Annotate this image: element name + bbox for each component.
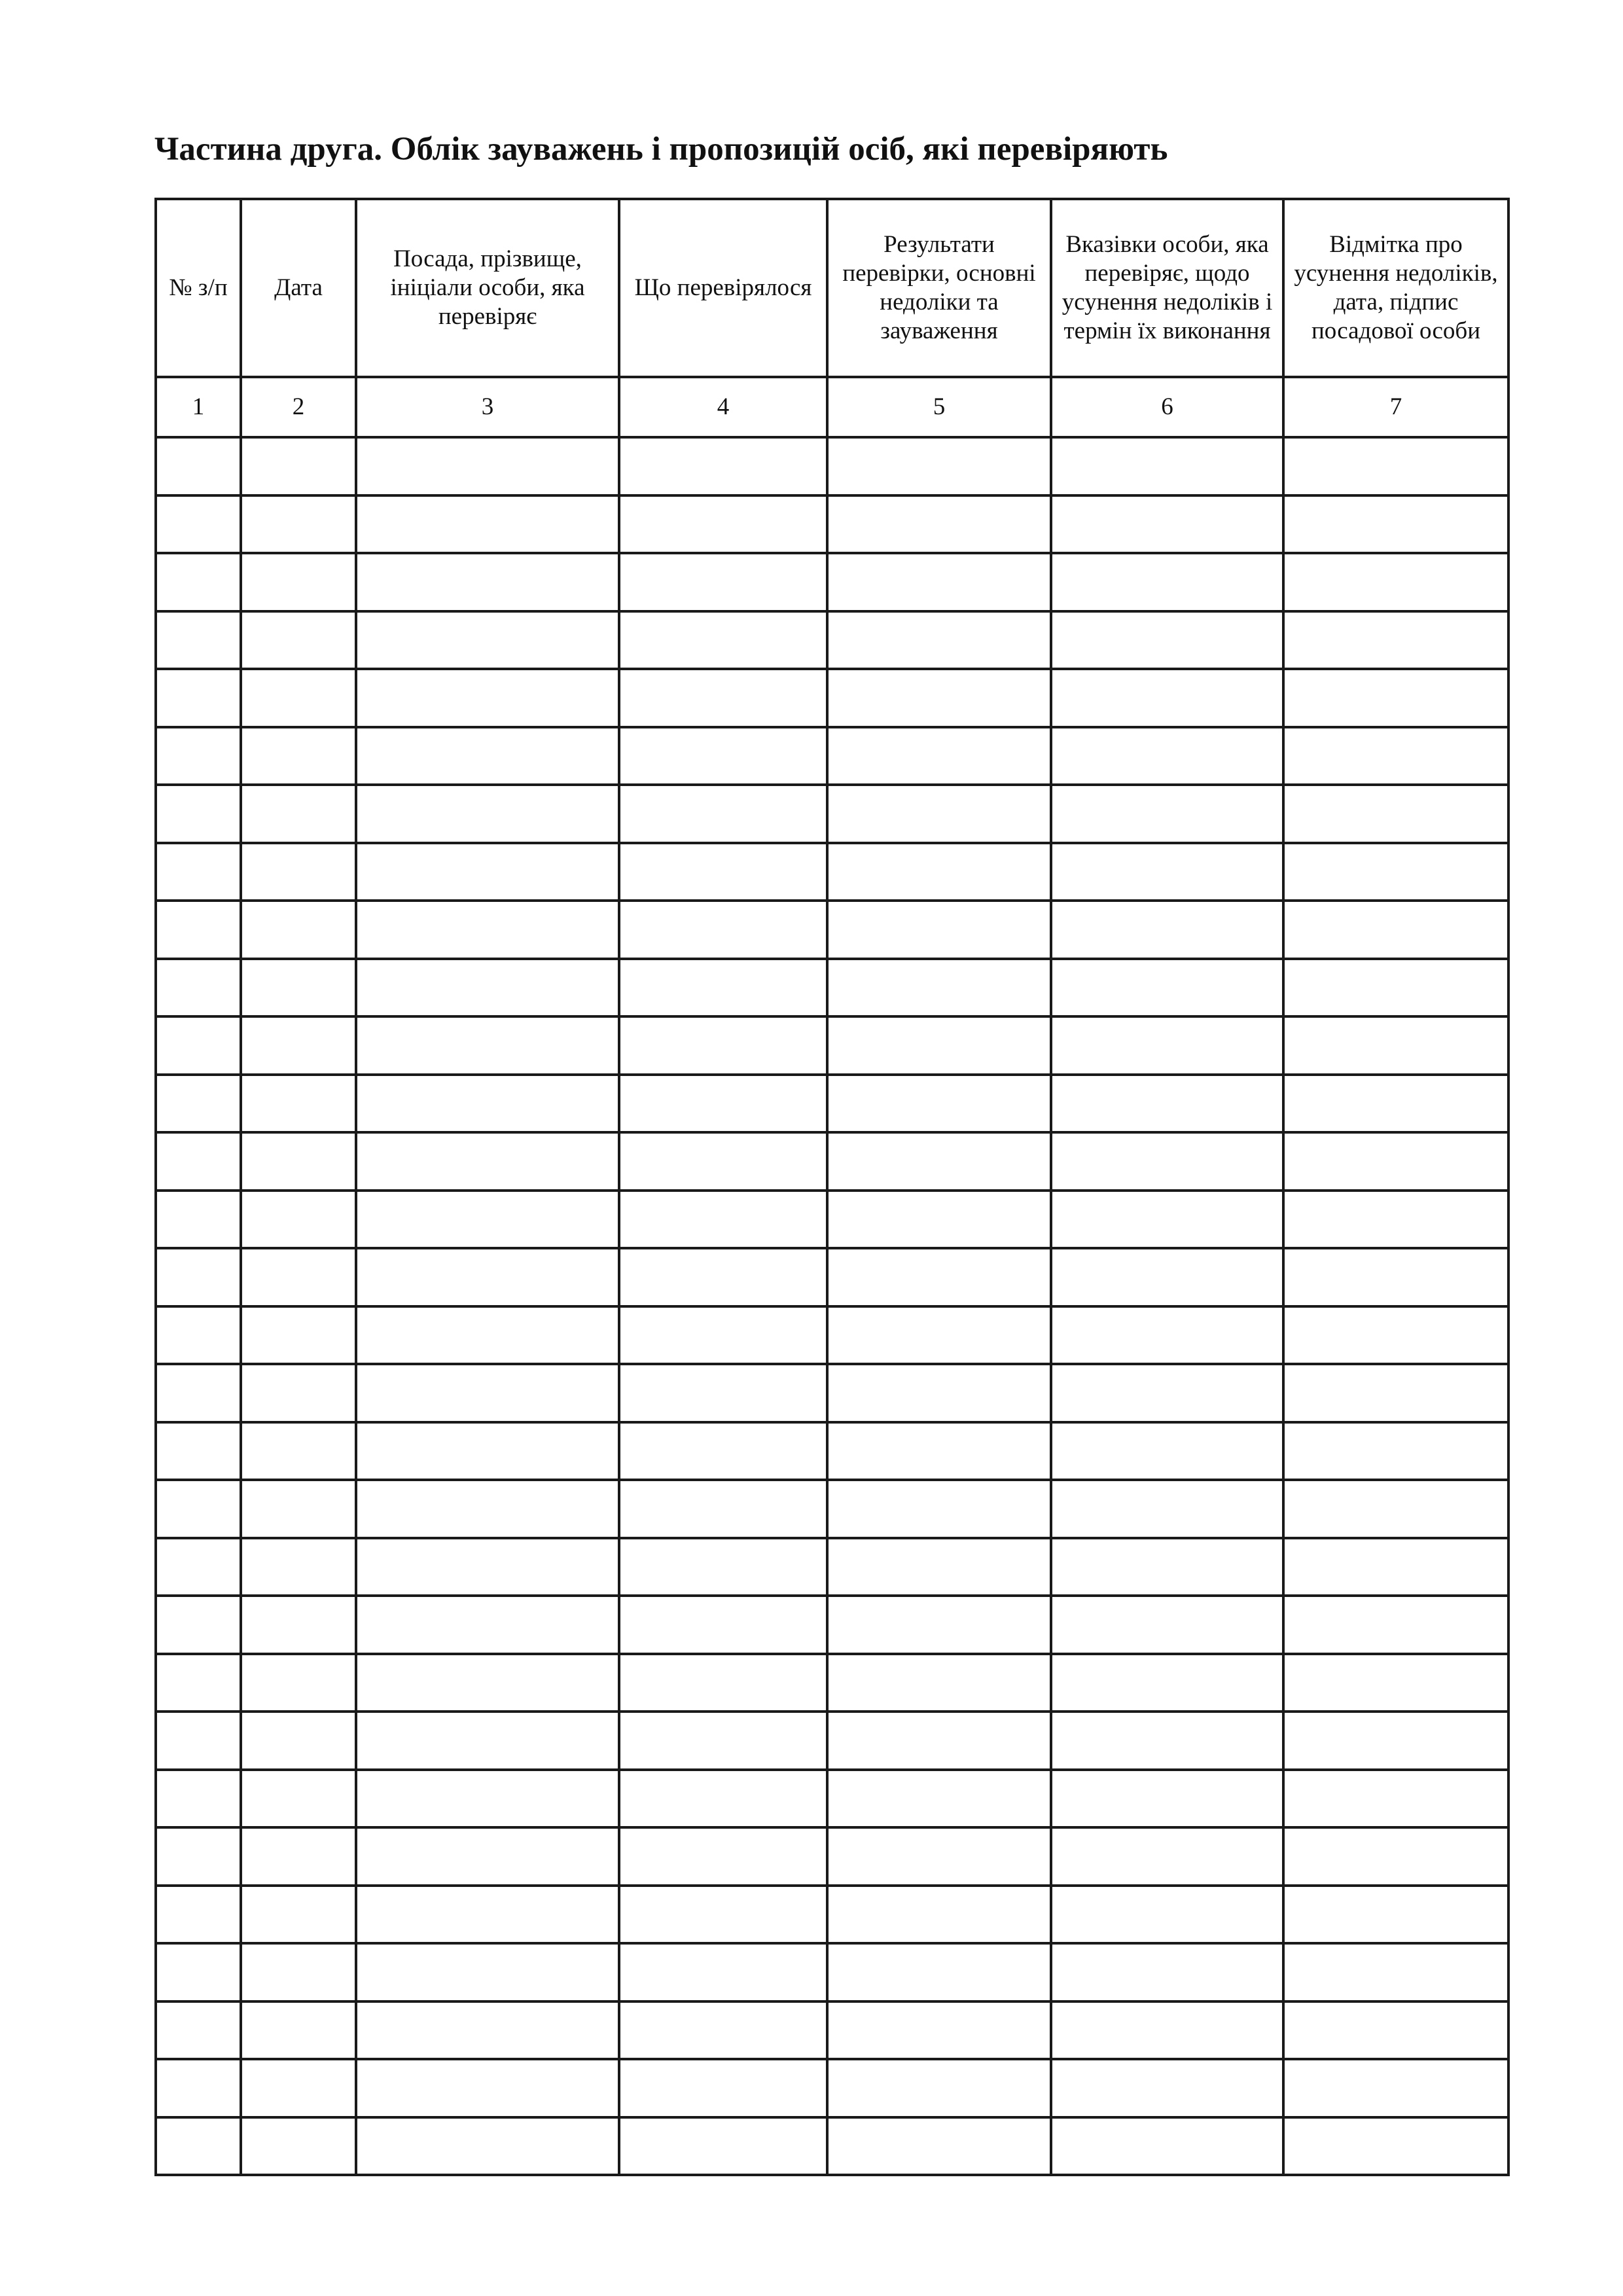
table-cell: [156, 1827, 241, 1886]
table-cell: [1283, 1248, 1508, 1306]
table-cell: [1051, 1654, 1283, 1712]
table-cell: [827, 495, 1051, 554]
table-row: [156, 1538, 1508, 1596]
table-cell: [827, 1364, 1051, 1422]
table-cell: [1051, 2059, 1283, 2117]
table-cell: [619, 1538, 827, 1596]
table-cell: [356, 1943, 619, 2001]
table-cell: [356, 553, 619, 611]
table-cell: [619, 669, 827, 727]
table-cell: [241, 2059, 356, 2117]
table-cell: [356, 1827, 619, 1886]
table-cell: [827, 1422, 1051, 1480]
table-row: [156, 1075, 1508, 1133]
table-cell: [827, 1075, 1051, 1133]
table-cell: [827, 669, 1051, 727]
header-inspector: Посада, прізвище, ініціали особи, яка перевіряє: [356, 199, 619, 377]
table-cell: [619, 1480, 827, 1538]
table-cell: [241, 901, 356, 959]
table-cell: [1051, 1770, 1283, 1828]
table-cell: [156, 1306, 241, 1365]
table-row: [156, 1016, 1508, 1075]
table-cell: [241, 959, 356, 1017]
table-cell: [356, 901, 619, 959]
table-cell: [1051, 901, 1283, 959]
table-cell: [156, 611, 241, 670]
table-cell: [827, 1712, 1051, 1770]
table-cell: [1051, 1306, 1283, 1365]
table-cell: [156, 901, 241, 959]
table-cell: [1283, 1016, 1508, 1075]
table-cell: [356, 1712, 619, 1770]
table-cell: [619, 2117, 827, 2176]
table-cell: [156, 727, 241, 785]
table-cell: [1283, 2059, 1508, 2117]
table-cell: [1051, 1827, 1283, 1886]
table-cell: [619, 1596, 827, 1654]
table-cell: [827, 437, 1051, 495]
table-cell: [619, 843, 827, 901]
table-cell: [356, 495, 619, 554]
table-cell: [241, 1132, 356, 1191]
table-cell: [156, 1480, 241, 1538]
table-cell: [827, 1132, 1051, 1191]
table-row: [156, 1770, 1508, 1828]
table-cell: [1283, 1075, 1508, 1133]
table-cell: [619, 495, 827, 554]
table-row: [156, 553, 1508, 611]
table-cell: [827, 843, 1051, 901]
table-cell: [1051, 959, 1283, 1017]
column-number: 4: [619, 377, 827, 437]
table-cell: [356, 843, 619, 901]
table-row: [156, 611, 1508, 670]
table-cell: [827, 727, 1051, 785]
table-cell: [241, 437, 356, 495]
table-cell: [1051, 1886, 1283, 1944]
table-cell: [1051, 1538, 1283, 1596]
table-cell: [156, 1538, 241, 1596]
table-row: [156, 2001, 1508, 2060]
table-cell: [156, 785, 241, 843]
table-cell: [619, 1886, 827, 1944]
table-cell: [1051, 1364, 1283, 1422]
table-cell: [241, 1596, 356, 1654]
table-cell: [356, 1596, 619, 1654]
table-cell: [1051, 1422, 1283, 1480]
table-row: [156, 1248, 1508, 1306]
table-cell: [1283, 1538, 1508, 1596]
table-cell: [827, 1306, 1051, 1365]
table-cell: [1051, 1016, 1283, 1075]
table-row: [156, 727, 1508, 785]
table-cell: [827, 1538, 1051, 1596]
table-cell: [241, 669, 356, 727]
table-cell: [619, 1827, 827, 1886]
table-cell: [1283, 1480, 1508, 1538]
table-cell: [156, 669, 241, 727]
table-cell: [156, 1364, 241, 1422]
table-cell: [1051, 1596, 1283, 1654]
table-row: [156, 495, 1508, 554]
table-cell: [1283, 2001, 1508, 2060]
table-cell: [827, 1654, 1051, 1712]
table-cell: [1283, 1827, 1508, 1886]
table-cell: [619, 1422, 827, 1480]
table-cell: [241, 611, 356, 670]
table-cell: [356, 1538, 619, 1596]
table-cell: [241, 1654, 356, 1712]
table-cell: [241, 1016, 356, 1075]
column-number: 7: [1283, 377, 1508, 437]
table-cell: [1283, 843, 1508, 901]
table-row: [156, 785, 1508, 843]
header-inspected-object: Що перевірялося: [619, 199, 827, 377]
table-cell: [827, 785, 1051, 843]
table-cell: [241, 843, 356, 901]
table-cell: [827, 1943, 1051, 2001]
table-cell: [619, 1364, 827, 1422]
table-cell: [1283, 1132, 1508, 1191]
table-row: [156, 1132, 1508, 1191]
table-cell: [1283, 1770, 1508, 1828]
table-cell: [156, 1596, 241, 1654]
column-number: 1: [156, 377, 241, 437]
table-cell: [1283, 1191, 1508, 1249]
table-cell: [356, 785, 619, 843]
table-cell: [1283, 2117, 1508, 2176]
table-cell: [1283, 1654, 1508, 1712]
table-cell: [1051, 2117, 1283, 2176]
table-cell: [619, 1075, 827, 1133]
page-title: Частина друга. Облік зауважень і пропозицій осіб, які перевіряють: [154, 131, 1168, 168]
table-cell: [241, 1712, 356, 1770]
table-cell: [356, 1191, 619, 1249]
table-body: [156, 437, 1508, 2175]
table-cell: [1051, 843, 1283, 901]
table-cell: [356, 2059, 619, 2117]
table-cell: [241, 495, 356, 554]
table-header-row: [156, 199, 1508, 377]
table-cell: [1051, 1480, 1283, 1538]
table-row: [156, 1712, 1508, 1770]
table-cell: [356, 959, 619, 1017]
table-cell: [1051, 669, 1283, 727]
table-cell: [241, 785, 356, 843]
table-cell: [241, 727, 356, 785]
table-cell: [241, 1538, 356, 1596]
table-row: [156, 1886, 1508, 1944]
table-cell: [619, 611, 827, 670]
table-cell: [156, 1132, 241, 1191]
table-cell: [619, 785, 827, 843]
table-cell: [827, 1191, 1051, 1249]
table-cell: [619, 1016, 827, 1075]
table-row: [156, 1422, 1508, 1480]
table-cell: [241, 1943, 356, 2001]
table-cell: [1283, 1422, 1508, 1480]
table-cell: [356, 1248, 619, 1306]
table-cell: [156, 2001, 241, 2060]
table-cell: [241, 1480, 356, 1538]
table-cell: [356, 1132, 619, 1191]
table-cell: [156, 1075, 241, 1133]
table-cell: [156, 495, 241, 554]
table-row: [156, 1827, 1508, 1886]
table-cell: [356, 669, 619, 727]
table-cell: [356, 1654, 619, 1712]
table-cell: [827, 1827, 1051, 1886]
column-number: 2: [241, 377, 356, 437]
table-row: [156, 2059, 1508, 2117]
table-row: [156, 1306, 1508, 1365]
table-cell: [1283, 1712, 1508, 1770]
table-cell: [619, 1306, 827, 1365]
table-cell: [827, 553, 1051, 611]
table-cell: [156, 2059, 241, 2117]
table-cell: [241, 1191, 356, 1249]
table-cell: [156, 1016, 241, 1075]
table-cell: [1283, 785, 1508, 843]
table-cell: [356, 1306, 619, 1365]
table-cell: [241, 553, 356, 611]
table-cell: [1283, 437, 1508, 495]
table-row: [156, 1654, 1508, 1712]
column-number: 5: [827, 377, 1051, 437]
table-row: [156, 437, 1508, 495]
table-cell: [1051, 611, 1283, 670]
inspection-remarks-table: [154, 198, 1510, 2176]
table-cell: [356, 1364, 619, 1422]
table-cell: [356, 1480, 619, 1538]
table-cell: [1051, 495, 1283, 554]
table-cell: [356, 2001, 619, 2060]
table-cell: [156, 1654, 241, 1712]
table-cell: [156, 1770, 241, 1828]
table-cell: [241, 1827, 356, 1886]
table-cell: [156, 2117, 241, 2176]
table-cell: [1051, 2001, 1283, 2060]
table-cell: [1051, 1132, 1283, 1191]
table-cell: [156, 1191, 241, 1249]
table-cell: [356, 1422, 619, 1480]
table-cell: [619, 553, 827, 611]
table-cell: [619, 959, 827, 1017]
table-cell: [827, 959, 1051, 1017]
table-cell: [1283, 959, 1508, 1017]
table-cell: [1283, 901, 1508, 959]
table-cell: [356, 437, 619, 495]
table-cell: [1283, 727, 1508, 785]
table-row: [156, 901, 1508, 959]
table-cell: [619, 1132, 827, 1191]
table-cell: [356, 1770, 619, 1828]
table-cell: [1283, 553, 1508, 611]
table-cell: [827, 2001, 1051, 2060]
table-cell: [1051, 437, 1283, 495]
table-cell: [1051, 727, 1283, 785]
table-cell: [1051, 785, 1283, 843]
column-number: 6: [1051, 377, 1283, 437]
table-cell: [241, 1364, 356, 1422]
table-cell: [241, 1075, 356, 1133]
table-cell: [156, 1712, 241, 1770]
table-cell: [619, 1654, 827, 1712]
table-cell: [619, 1770, 827, 1828]
table-cell: [827, 1596, 1051, 1654]
table-cell: [241, 1306, 356, 1365]
table-cell: [156, 437, 241, 495]
table-cell: [1051, 1191, 1283, 1249]
table-cell: [356, 727, 619, 785]
table-cell: [619, 2001, 827, 2060]
table-row: [156, 2117, 1508, 2176]
table-cell: [356, 1886, 619, 1944]
table-cell: [356, 611, 619, 670]
table-cell: [1283, 1596, 1508, 1654]
header-date: Дата: [241, 199, 356, 377]
table-cell: [156, 553, 241, 611]
table-cell: [619, 2059, 827, 2117]
table-cell: [241, 1770, 356, 1828]
table-cell: [356, 1075, 619, 1133]
table-cell: [827, 1480, 1051, 1538]
table-cell: [156, 1886, 241, 1944]
table-cell: [156, 959, 241, 1017]
table-cell: [827, 901, 1051, 959]
table-cell: [827, 1016, 1051, 1075]
column-number: 3: [356, 377, 619, 437]
table-row: [156, 959, 1508, 1017]
table-row: [156, 1480, 1508, 1538]
table-cell: [827, 2117, 1051, 2176]
header-elimination-mark: Відмітка про усунення недоліків, дата, підпис посадової особи: [1283, 199, 1508, 377]
table-cell: [1283, 1886, 1508, 1944]
table-cell: [619, 437, 827, 495]
table-cell: [827, 2059, 1051, 2117]
table-cell: [241, 1422, 356, 1480]
table-cell: [156, 843, 241, 901]
table-row: [156, 1191, 1508, 1249]
table-row: [156, 1364, 1508, 1422]
table-cell: [827, 1770, 1051, 1828]
table-cell: [1283, 611, 1508, 670]
table-cell: [241, 2117, 356, 2176]
table-cell: [1283, 1943, 1508, 2001]
table-cell: [827, 1248, 1051, 1306]
table-cell: [619, 1248, 827, 1306]
table-cell: [241, 2001, 356, 2060]
table-cell: [1051, 1248, 1283, 1306]
table-cell: [1051, 1075, 1283, 1133]
table-cell: [156, 1943, 241, 2001]
table-cell: [241, 1886, 356, 1944]
table-cell: [1283, 1364, 1508, 1422]
table-cell: [156, 1422, 241, 1480]
header-results: Результати перевірки, основні недоліки та зауваження: [827, 199, 1051, 377]
table-cell: [156, 1248, 241, 1306]
header-number: № з/п: [156, 199, 241, 377]
header-instructions: Вказівки особи, яка перевіряє, щодо усунення недоліків і термін їх виконання: [1051, 199, 1283, 377]
table-cell: [1051, 1943, 1283, 2001]
table-cell: [619, 727, 827, 785]
table-cell: [619, 1712, 827, 1770]
table-cell: [827, 611, 1051, 670]
table-row: [156, 669, 1508, 727]
table-cell: [827, 1886, 1051, 1944]
table-row: [156, 1596, 1508, 1654]
table-cell: [241, 1248, 356, 1306]
table-cell: [1051, 1712, 1283, 1770]
table-cell: [356, 2117, 619, 2176]
table-cell: [619, 901, 827, 959]
table-cell: [1051, 553, 1283, 611]
table-cell: [619, 1943, 827, 2001]
table-cell: [1283, 669, 1508, 727]
table-cell: [356, 1016, 619, 1075]
table-cell: [619, 1191, 827, 1249]
column-number-row: [156, 377, 1508, 437]
table-row: [156, 843, 1508, 901]
table-row: [156, 1943, 1508, 2001]
table-cell: [1283, 495, 1508, 554]
table-cell: [1283, 1306, 1508, 1365]
